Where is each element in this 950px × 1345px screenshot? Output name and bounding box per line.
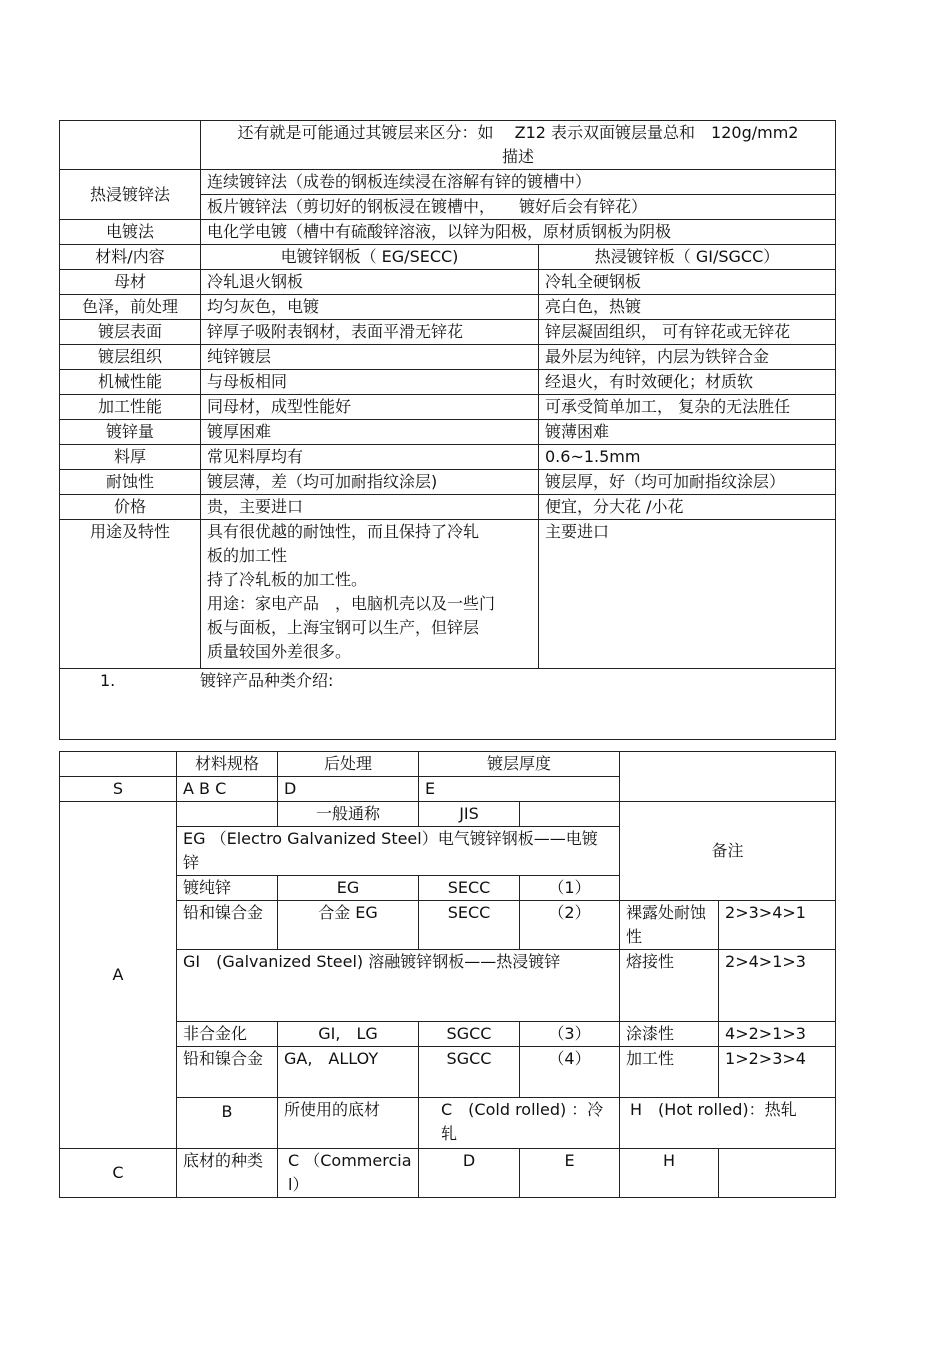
- compare-eg: 纯锌镀层: [201, 345, 539, 370]
- usage-row: [60, 520, 836, 669]
- spec-eg-desc: EG （Electro Galvanized Steel）电气镀锌钢板——电镀锌: [177, 827, 620, 876]
- compare-label: 价格: [60, 495, 201, 520]
- compare-row: [60, 420, 836, 445]
- spec-ln-code: GA, ALLOY: [278, 1047, 419, 1098]
- compare-label: 色泽，前处理: [60, 295, 201, 320]
- compare-gi: 镀层厚，好（均可加耐指纹涂层）: [539, 470, 836, 495]
- spec-pure-num: （1）: [520, 876, 620, 901]
- electro-method: 电化学电镀（槽中有硫酸锌溶液，以锌为阳极，原材质钢板为阴极: [201, 220, 836, 245]
- compare-gi: 亮白色，热镀: [539, 295, 836, 320]
- spec-pure-secc: SECC: [419, 876, 520, 901]
- compare-eg: 同母材，成型性能好: [201, 395, 539, 420]
- spec-c-commercial: C （Commercial）: [278, 1149, 419, 1198]
- spec-b-cold: C (Cold rolled) ：冷轧: [419, 1098, 620, 1149]
- spec-alloy-num: （2）: [520, 901, 620, 950]
- spec-bare-rank: 2>3>4>1: [719, 901, 836, 950]
- compare-eg: 均匀灰色，电镀: [201, 295, 539, 320]
- usage-eg-line: 持了冷轧板的加工性。: [207, 570, 368, 589]
- spec-c-label: C: [60, 1149, 177, 1198]
- usage-eg-line: 质量较国外差很多。: [207, 642, 352, 661]
- spec-alloy-eg: 合金 EG: [278, 901, 419, 950]
- compare-label: 耐蚀性: [60, 470, 201, 495]
- usage-eg-line: 用途：家电产品 ，电脑机壳以及一些门: [207, 594, 496, 613]
- compare-label: 母材: [60, 270, 201, 295]
- spec-c-row: [60, 1149, 836, 1198]
- spec-work-rank: 1>2>3>4: [719, 1047, 836, 1098]
- spec-s-d: D: [278, 777, 419, 802]
- compare-row: [60, 470, 836, 495]
- spec-blank-cell: [719, 1149, 836, 1198]
- compare-eg: 镀厚困难: [201, 420, 539, 445]
- compare-row: [60, 495, 836, 520]
- spec-b-label: B: [177, 1098, 278, 1149]
- spec-ln-alloy: 铅和镍合金: [177, 1047, 278, 1098]
- spec-s-abc: A B C: [177, 777, 278, 802]
- hot-dip-row-1: [60, 170, 836, 195]
- compare-row: [60, 395, 836, 420]
- compare-gi: 可承受简单加工， 复杂的无法胜任: [539, 395, 836, 420]
- header-label: 材料/内容: [60, 245, 201, 270]
- spec-blank-cell: [520, 802, 620, 827]
- spec-c-e: E: [520, 1149, 620, 1198]
- compare-eg: 冷轧退火钢板: [201, 270, 539, 295]
- spec-alloy: 铅和镍合金: [177, 901, 278, 950]
- usage-eg: [201, 520, 539, 669]
- spec-non-alloy-num: （3）: [520, 1022, 620, 1047]
- section-cell: [60, 669, 836, 740]
- spec-gi-desc: GI (Galvanized Steel) 溶融镀锌钢板——热浸镀锌: [177, 950, 620, 1022]
- hot-dip-method-2: 板片镀锌法（剪切好的钢板浸在镀槽中， 镀好后会有锌花）: [201, 195, 836, 220]
- compare-gi: 冷轧全硬钢板: [539, 270, 836, 295]
- spec-remark: 备注: [620, 802, 836, 901]
- compare-eg: 与母板相同: [201, 370, 539, 395]
- spec-non-alloy-sgcc: SGCC: [419, 1022, 520, 1047]
- spec-work: 加工性: [620, 1047, 719, 1098]
- spec-non-alloy-code: GI, LG: [278, 1022, 419, 1047]
- spec-c-h: H: [620, 1149, 719, 1198]
- spec-b-hot: H (Hot rolled)：热轧: [620, 1098, 836, 1149]
- spec-h-material: 材料规格: [177, 752, 278, 777]
- hot-dip-label: 热浸镀锌法: [60, 170, 201, 220]
- compare-row: [60, 345, 836, 370]
- compare-gi: 最外层为纯锌，内层为铁锌合金: [539, 345, 836, 370]
- section-number: 1.: [100, 671, 116, 690]
- usage-eg-line: 板与面板，上海宝钢可以生产，但锌层: [207, 618, 480, 637]
- spec-pure-eg: EG: [278, 876, 419, 901]
- compare-gi: 经退火，有时效硬化；材质软: [539, 370, 836, 395]
- spec-ln-num: （4）: [520, 1047, 620, 1098]
- spec-h-thickness: 镀层厚度: [419, 752, 620, 777]
- spec-a-row-7: [60, 1047, 836, 1098]
- header-row: [60, 245, 836, 270]
- intro-cell: [201, 121, 836, 170]
- spec-alloy-secc: SECC: [419, 901, 520, 950]
- spec-header-row: [60, 752, 836, 777]
- compare-label: 镀锌量: [60, 420, 201, 445]
- spec-blank-cell: [177, 802, 278, 827]
- spec-weld-rank: 2>4>1>3: [719, 950, 836, 1022]
- spec-a-row-6: [60, 1022, 836, 1047]
- compare-label: 镀层表面: [60, 320, 201, 345]
- spec-a-row-1: [60, 802, 836, 827]
- spec-a-row-5: [60, 950, 836, 1022]
- intro-blank-cell: [60, 121, 201, 170]
- compare-label: 机械性能: [60, 370, 201, 395]
- spec-a-label: A: [60, 802, 177, 1149]
- usage-eg-line: 板的加工性: [207, 546, 288, 565]
- usage-eg-line: 具有很优越的耐蚀性，而且保持了冷轧: [207, 522, 480, 541]
- compare-eg: 锌厚子吸附表钢材，表面平滑无锌花: [201, 320, 539, 345]
- hot-dip-method-1: 连续镀锌法（成卷的钢板连续浸在溶解有锌的镀槽中）: [201, 170, 836, 195]
- spec-s-e: E: [419, 777, 620, 802]
- compare-label: 料厚: [60, 445, 201, 470]
- compare-row: [60, 295, 836, 320]
- spec-s-label: S: [60, 777, 177, 802]
- spec-table: [59, 751, 836, 1198]
- spec-bare-corrosion: 裸露处耐蚀性: [620, 901, 719, 950]
- header-eg: 电镀锌钢板（ EG/SECC): [201, 245, 539, 270]
- spec-non-alloy: 非合金化: [177, 1022, 278, 1047]
- spec-paint-rank: 4>2>1>3: [719, 1022, 836, 1047]
- section-row: [60, 669, 836, 740]
- spec-pure-zinc: 镀纯锌: [177, 876, 278, 901]
- spec-general-name: 一般通称: [278, 802, 419, 827]
- compare-label: 加工性能: [60, 395, 201, 420]
- electro-label: 电镀法: [60, 220, 201, 245]
- compare-eg: 常见料厚均有: [201, 445, 539, 470]
- compare-gi: 锌层凝固组织， 可有锌花或无锌花: [539, 320, 836, 345]
- spec-jis: JIS: [419, 802, 520, 827]
- spec-ln-sgcc: SGCC: [419, 1047, 520, 1098]
- electro-row: [60, 220, 836, 245]
- spec-weld: 熔接性: [620, 950, 719, 1022]
- spec-c-desc: 底材的种类: [177, 1149, 278, 1198]
- compare-gi: 0.6~1.5mm: [539, 445, 836, 470]
- usage-gi: 主要进口: [539, 520, 836, 669]
- spec-a-row-4: [60, 901, 836, 950]
- spec-blank-cell: [60, 752, 177, 777]
- compare-gi: 镀薄困难: [539, 420, 836, 445]
- spec-b-desc: 所使用的底材: [278, 1098, 419, 1149]
- compare-row: [60, 370, 836, 395]
- compare-row: [60, 270, 836, 295]
- intro-line-1: 还有就是可能通过其镀层来区分：如 Z12 表示双面镀层量总和 120g/mm2: [237, 123, 799, 142]
- compare-eg: 贵，主要进口: [201, 495, 539, 520]
- spec-c-d: D: [419, 1149, 520, 1198]
- spec-b-row: [60, 1098, 836, 1149]
- intro-line-2: 描述: [501, 147, 534, 166]
- compare-eg: 镀层薄，差（均可加耐指纹涂层): [201, 470, 539, 495]
- section-title: 镀锌产品种类介绍:: [200, 671, 334, 690]
- spec-blank-cell: [620, 752, 836, 802]
- spec-paint: 涂漆性: [620, 1022, 719, 1047]
- compare-row: [60, 445, 836, 470]
- compare-row: [60, 320, 836, 345]
- spec-h-post: 后处理: [278, 752, 419, 777]
- compare-gi: 便宜，分大花 /小花: [539, 495, 836, 520]
- compare-label: 镀层组织: [60, 345, 201, 370]
- usage-label: 用途及特性: [60, 520, 201, 669]
- intro-row: [60, 121, 836, 170]
- header-gi: 热浸镀锌板（ GI/SGCC）: [539, 245, 836, 270]
- comparison-table: [59, 120, 836, 740]
